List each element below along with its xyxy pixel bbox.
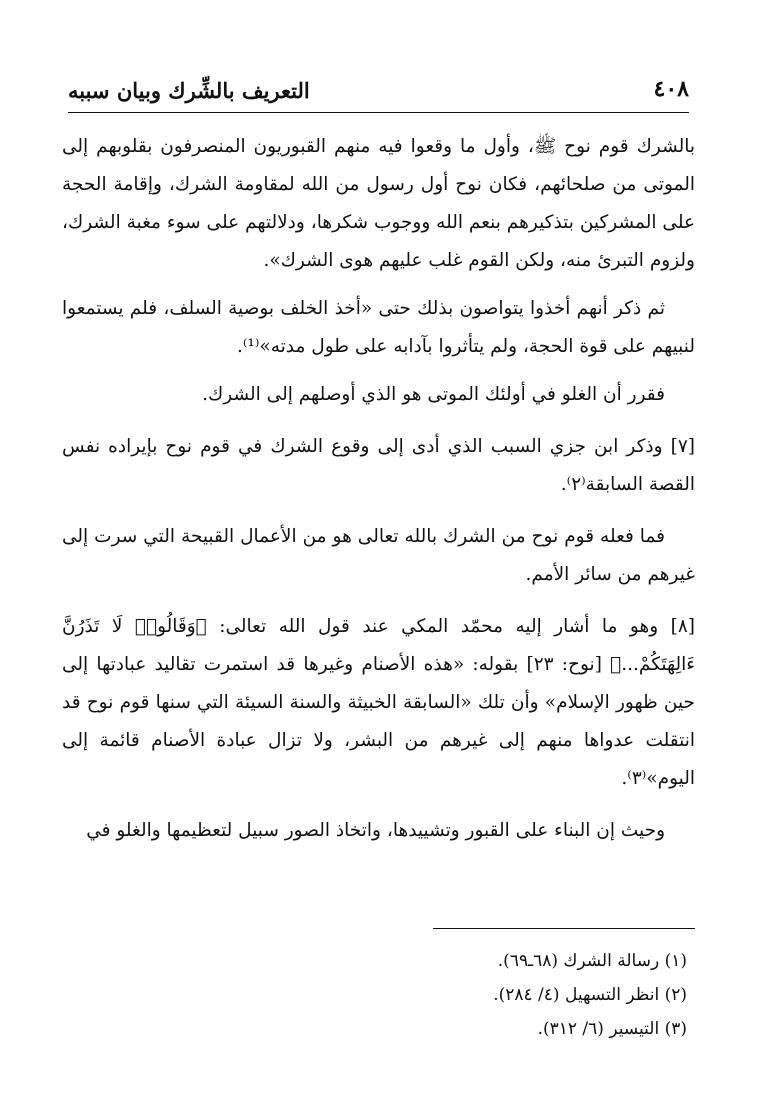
paragraph-exaggeration: فقرر أن الغلو في أولئك الموتى هو الذي أوصلهم إلى الشرك. <box>202 384 665 405</box>
paragraph-heirs: ثم ذكر أنهم أخذوا يتواصون بذلك حتى «أخذ الخلف بوصية السلف، فلم يستمعوا لنبيهم على قوة الحجة، ولم يتأثروا بآدابه على طول مدته»⁽¹⁾. <box>62 298 695 357</box>
paragraph-other-nations: فما فعله قوم نوح من الشرك بالله تعالى هو من الأعمال القبيحة التي سرت إلى غيرهم من سائر الأمم. <box>62 526 695 585</box>
paragraph-ibn-juzay: [٧] وذكر ابن جزي السبب الذي أدى إلى وقوع الشرك في قوم نوح بإيراده نفس القصة السابقة⁽٢⁾. <box>62 436 695 495</box>
footnote-2: (٢) انظر التسهيل (٤/ ٢٨٤). <box>493 985 687 1005</box>
page-number: ٤٠٨ <box>653 76 689 102</box>
paragraph-makki: [٨] وهو ما أشار إليه محمّد المكي عند قول الله تعالى: ﴿وَقَالُوا۟ لَا تَذَرُنَّ ءَالِهَتَكُمْ...﴾ [نوح: ٢٣] بقوله: «هذه الأصنام وغيرها قد استمرت تقاليد عبادتها إلى حين ظهور الإسلام» وأن تلك «السابقة الخبيثة والسنة السيئة التي سنها قوم نوح قد انتقلت عدواها منهم إلى غيرهم من البشر، ولا تزال عبادة الأصنام قائمة إلى اليوم»⁽٣⁾. <box>62 616 696 789</box>
footnote-3: (٣) التيسير (٦/ ٣١٢). <box>537 1019 687 1039</box>
footnote-1: (١) رسالة الشرك (٦٨ـ٦٩). <box>497 951 687 971</box>
footnote-divider <box>433 928 695 929</box>
footnotes <box>62 944 695 1046</box>
paragraph-continuation: بالشرك قوم نوح ﷺ، وأول ما وقعوا فيه منهم القبوريون المنصرفون بقلوبهم إلى الموتى من صلحائهم، فكان نوح أول رسول من الله لمقاومة الشرك، وإقامة الحجة على المشركين بتذكيرهم بنعم الله ووجوب شكرها، ودلالتهم على سوء مغبة الشرك، ولزوم التبرئ منه، ولكن القوم غلب عليهم هوى الشرك». <box>62 136 695 271</box>
body-text <box>62 128 695 864</box>
running-title: التعريف بالشِّرك وبيان سببه <box>68 78 310 103</box>
page-header <box>68 72 689 113</box>
paragraph-graves: وحيث إن البناء على القبور وتشييدها، واتخاذ الصور سبيل لتعظيمها والغلو في <box>86 820 665 841</box>
